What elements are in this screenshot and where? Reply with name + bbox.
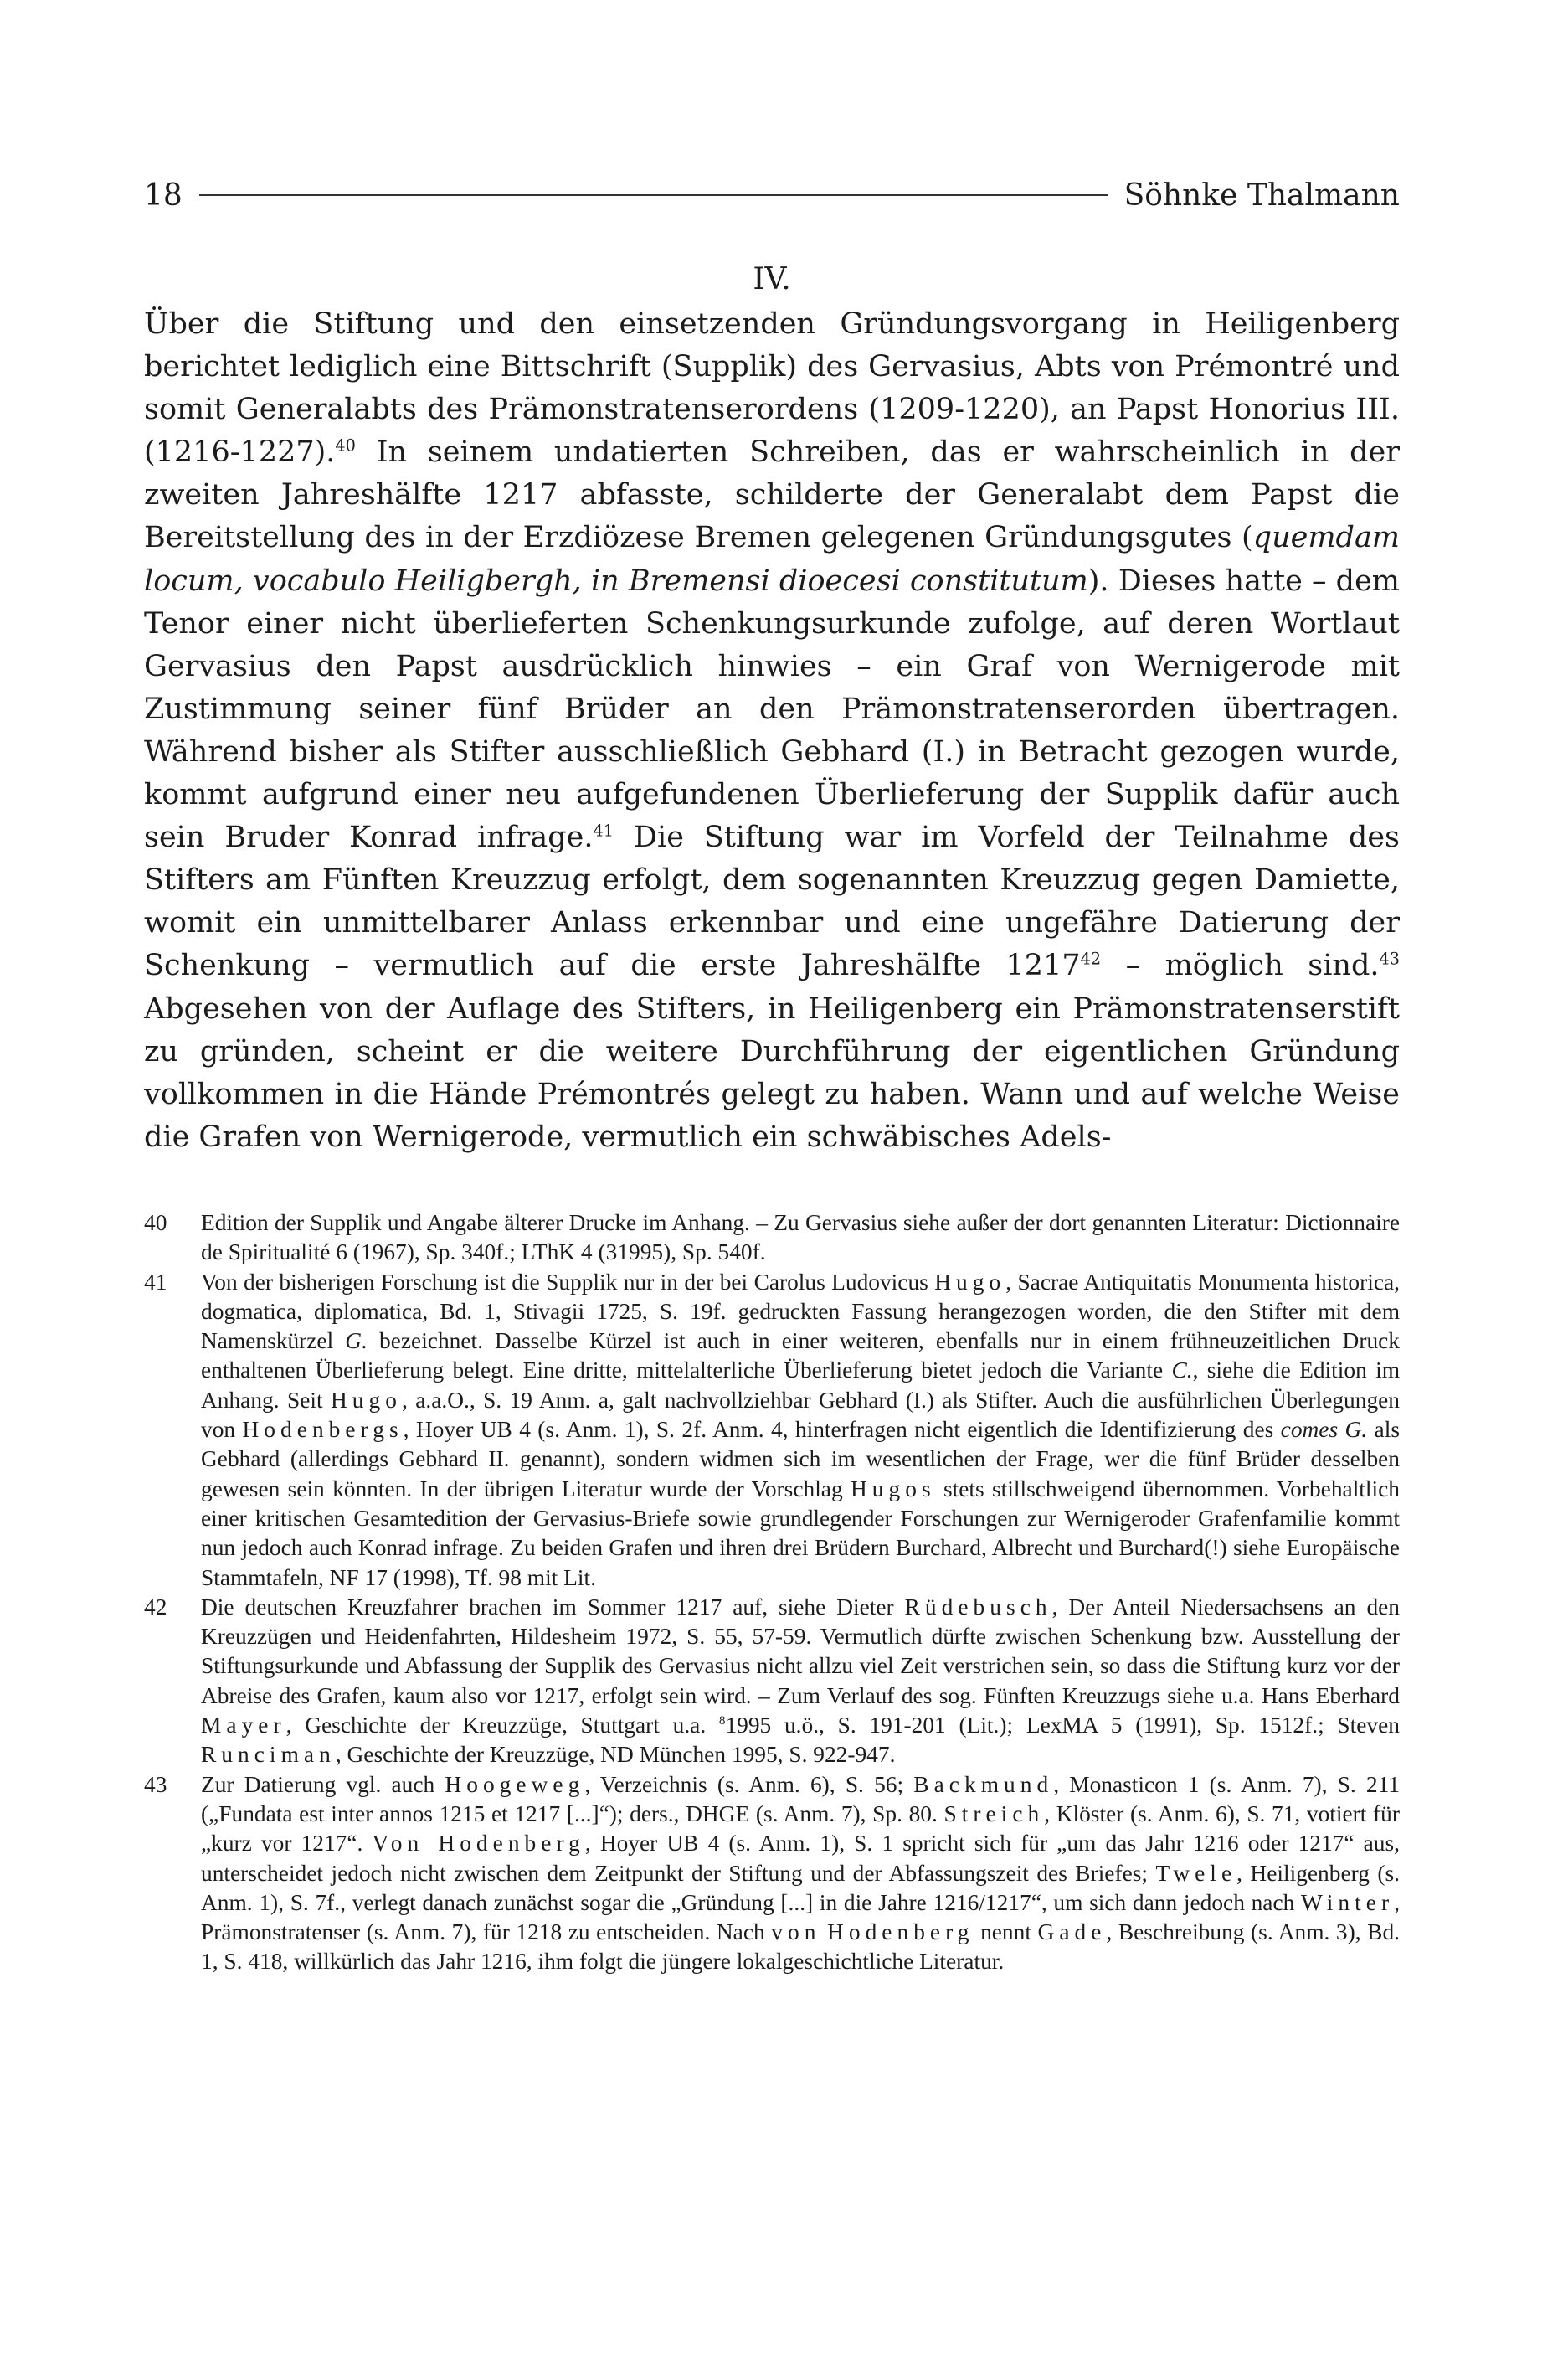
body-text-4: Die Stiftung war im Vorfeld der Teilnahme des Stifters am Fünften Kreuzzug erfolgt, dem sogenannten Kreuzzug gegen Damiette, womit ein unmittelbarer Anlass erkennbar und eine ungefähre Datierung der Schenkung – vermutlich auf die erste Jahreshälfte 1217 (144, 821, 1400, 983)
latin-quote: quemdam locum, vocabulo Heiligbergh, in Bremensi dioecesi constitutum (144, 521, 1400, 598)
footnote-number: 41 (144, 1269, 167, 1295)
footnote-text: bezeichnet. Dasselbe Kürzel ist auch in einer weiteren, ebenfalls nur in einem frühneuzeitlichen Druck enthaltenen Überlieferung belegt. Eine dritte, mittelalterliche Überlieferung bietet jedoch die Variante (201, 1328, 1401, 1383)
footnote-text: Edition der Supplik und Angabe älterer Drucke im Anhang. – Zu Gervasius siehe außer der dort genannten Literatur: Dictionnaire de Spiritualité 6 (1967), Sp. 340f.; LThK 4 (31995), Sp. 540f. (201, 1210, 1400, 1265)
page-number: 18 (144, 178, 183, 213)
running-author: Söhnke Thalmann (1123, 178, 1400, 213)
author-name: Hoogeweg (445, 1771, 585, 1797)
footnote-number: 43 (144, 1771, 167, 1797)
body-text-6: Abgesehen von der Auflage des Stifters, in Heiligenberg ein Prämonstratenserstift zu gründen, scheint er die weitere Durchführung der eigentlichen Gründung vollkommen in die Hände Prémontrés gelegt zu haben. Wann und auf welche Weise die Grafen von Wernigerode, vermutlich ein schwäbisches Adels- (144, 991, 1400, 1154)
footnote-41 (144, 1268, 1400, 1593)
author-name: Gade (1037, 1919, 1107, 1945)
running-header (144, 174, 1400, 216)
footnote-ref-43[interactable]: 43 (1379, 949, 1400, 969)
author-name: Mayer (201, 1712, 286, 1738)
footnote-text: , Der Anteil Niedersachsens an den Kreuzzügen und Heidenfahrten, Hildesheim 1972, S. 55, 57-59. Vermutlich dürfte zwischen Schenkung bzw. Ausstellung der Stiftungsurkunde und Abfassung der Supplik des Gervasius nicht allzu viel Zeit verstrichen sein, so dass die Stiftung kurz vor der Abreise des Grafen, kaum also vor 1217, erfolgt sein wird. – Zum Verlauf des sog. Fünften Kreuzzugs siehe u.a. Hans Eberhard (201, 1594, 1400, 1708)
footnote-ref-41[interactable]: 41 (593, 821, 614, 841)
author-name: Hodenbergs (242, 1417, 404, 1443)
footnote-text: , Geschichte der Kreuzzüge, ND München 1995, S. 922-947. (335, 1742, 896, 1768)
book-page (144, 0, 1400, 2364)
abbreviation: G. (345, 1328, 368, 1354)
footnote-text: , Hoyer UB 4 (s. Anm. 1), S. 1 spricht sich für „um das Jahr 1216 oder 1217“ aus, unterscheidet jedoch nicht zwischen dem Zeitpunkt der Stiftung und der Abfassungszeit des Briefes; (201, 1831, 1400, 1886)
footnote-text: , Verzeichnis (s. Anm. 6), S. 56; (584, 1771, 914, 1797)
footnote-43 (144, 1770, 1400, 1977)
footnote-text: , Hoyer UB 4 (s. Anm. 1), S. 2f. Anm. 4, hinterfragen nicht eigentlich die Identifizierung des (403, 1417, 1281, 1443)
footnote-text: , Monasticon 1 (s. Anm. 7), S. 211 („Fundata est inter annos 1215 et 1217 [...]“); ders., DHGE (s. Anm. 7), Sp. 80. (201, 1771, 1401, 1826)
footnote-text: Von der bisherigen Forschung ist die Supplik nur in der bei Carolus Ludovicus (201, 1269, 935, 1295)
author-name: Hodenberg (827, 1919, 974, 1945)
author-name: Streich (943, 1800, 1045, 1826)
footnote-text: Zur Datierung vgl. auch (201, 1771, 445, 1797)
footnote-ref-42[interactable]: 42 (1080, 949, 1102, 969)
author-name: Twele (1155, 1860, 1237, 1886)
author-name: Backmund (913, 1771, 1054, 1797)
footnote-text: , a.a.O., S. 19 Anm. a, galt nachvollziehbar Gebhard (I.) als Stifter. Auch die ausführlichen Überlegungen von (201, 1387, 1400, 1443)
body-text-5: – möglich sind. (1101, 949, 1380, 983)
footnote-text: , Beschreibung (s. Anm. 3), Bd. 1, S. 418, willkürlich das Jahr 1216, ihm folgt die jüngere lokalgeschichtliche Literatur. (201, 1919, 1400, 1975)
footnote-text: , siehe die Edition im Anhang. Seit (201, 1357, 1400, 1413)
footnote-text: stets stillschweigend übernommen. Vorbehaltlich einer kritischen Gesamtedition der Gervasius-Briefe sowie grundlegender Forschungen zur Wernigeroder Grafenfamilie kommt nun jedoch auch Konrad infrage. Zu beiden Grafen und ihren drei Brüdern Burchard, Albrecht und Burchard(!) siehe Europäische Stammtafeln, NF 17 (1998), Tf. 98 mit Lit. (201, 1476, 1400, 1590)
footnote-text: , Prämonstratenser (s. Anm. 7), für 1218 zu entscheiden. Nach (201, 1889, 1400, 1945)
section-heading: IV. (753, 262, 791, 296)
footnote-number: 40 (144, 1210, 167, 1235)
footnote-text: 1995 u.ö., S. 191-201 (Lit.); LexMA 5 (1991), Sp. 1512f.; Steven (725, 1712, 1400, 1738)
body-text-1: Über die Stiftung und den einsetzenden Gründungsvorgang in Heiligenberg berichtet lediglich eine Bittschrift (Supplik) des Gervasius, Abts von Prémontré und somit Generalabts des Prämonstratenserordens (1209-1220), an Papst Honorius III. (1216-1227). (144, 307, 1400, 470)
footnote-number: 42 (144, 1594, 167, 1620)
footnote-text: nennt (974, 1919, 1038, 1945)
footnote-text: , Sacrae Antiquitatis Monumenta historica, dogmatica, diplomatica, Bd. 1, Stivagii 1725, S. 19f. gedruckten Fassung herangezogen worden, die den Stifter mit dem Namenskürzel (201, 1269, 1400, 1354)
author-name: Hugos (850, 1476, 936, 1501)
footnote-text: , Klöster (s. Anm. 6), S. 71, votiert für „kurz vor 1217“. (201, 1800, 1400, 1857)
author-name: Winter (1301, 1889, 1395, 1915)
body-paragraph (144, 303, 1400, 1159)
latin-term: comes G. (1280, 1417, 1368, 1443)
footnote-text: , Geschichte der Kreuzzüge, Stuttgart u.a. (285, 1712, 719, 1738)
abbreviation: C. (1171, 1357, 1193, 1383)
author-name: Rüdebusch (904, 1594, 1052, 1620)
author-name: Von Hodenberg (372, 1831, 585, 1857)
footnote-ref-40[interactable]: 40 (335, 435, 356, 456)
author-name: von (771, 1919, 821, 1945)
body-text-2: In seinem undatierten Schreiben, das er wahrscheinlich in der zweiten Jahreshälfte 1217 abfasste, schilderte der Generalabt dem Papst die Bereitstellung des in der Erzdiözese Bremen gelegenen Gründungsgutes ( (144, 435, 1400, 555)
footnotes (144, 1208, 1400, 1977)
footnote-text: , Heiligenberg (s. Anm. 1), S. 7f., verlegt danach zunächst sogar die „Gründung [...] in die Jahre 1216/1217“, um sich dann jedoch nach (201, 1860, 1400, 1915)
author-name: Hugo (934, 1269, 1006, 1295)
body-text-3: ). Dieses hatte – dem Tenor einer nicht überlieferten Schenkungsurkunde zufolge, auf deren Wortlaut Gervasius den Papst ausdrücklich hinwies – ein Graf von Wernigerode mit Zustimmung seiner fünf Brüder an den Prämonstratenserorden übertragen. Während bisher als Stifter ausschließlich Gebhard (I.) in Betracht gezogen wurde, kommt aufgrund einer neu aufgefundenen Überlieferung der Supplik dafür auch sein Bruder Konrad infrage. (144, 564, 1400, 855)
author-name: Hugo (330, 1387, 402, 1413)
footnote-42 (144, 1593, 1400, 1770)
footnote-text: Die deutschen Kreuzfahrer brachen im Sommer 1217 auf, siehe Dieter (201, 1594, 905, 1620)
edition-superscript: 8 (718, 1713, 726, 1728)
footnote-40 (144, 1208, 1400, 1268)
footnote-text: als Gebhard (allerdings Gebhard II. genannt), sondern widmen sich im wesentlichen der Frage, wer die fünf Brüder desselben gewesen sein könnten. In der übrigen Literatur wurde der Vorschlag (201, 1417, 1400, 1501)
author-name: Runciman (201, 1742, 336, 1768)
header-rule (199, 194, 1108, 196)
